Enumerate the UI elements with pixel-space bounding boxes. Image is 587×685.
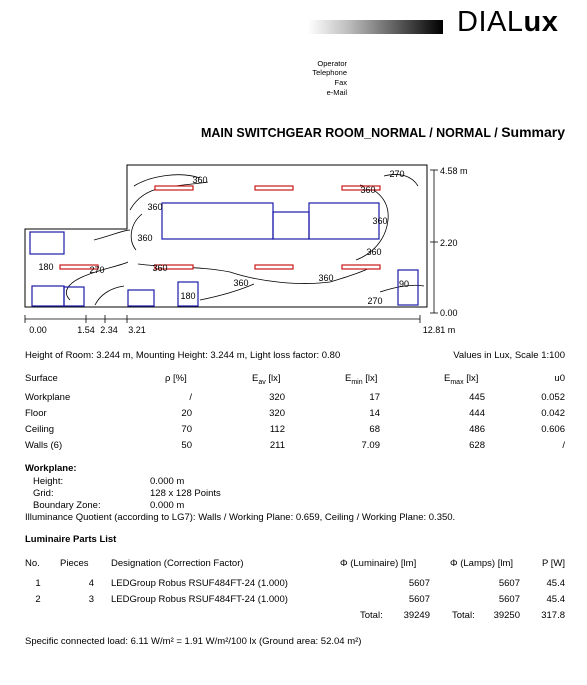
lum-header-phi-lamps: Φ (Lamps) [lm] xyxy=(450,558,514,569)
contour-label: 180 xyxy=(38,262,54,272)
y-tick-label: 0.00 xyxy=(440,308,458,318)
contour-label: 360 xyxy=(360,185,376,195)
surface-emin: 17 xyxy=(369,392,380,403)
surface-eav: 320 xyxy=(269,408,285,419)
page-title xyxy=(201,124,565,140)
header-surface: Surface xyxy=(25,373,58,384)
surface-emin: 7.09 xyxy=(361,440,380,451)
lum-header-pieces: Pieces xyxy=(60,558,89,569)
surface-name: Workplane xyxy=(25,392,71,403)
x-tick-label: 3.21 xyxy=(128,325,146,335)
workplane-heading: Workplane: xyxy=(25,463,77,474)
x-tick-label: 1.54 xyxy=(77,325,95,335)
x-tick-label: 0.00 xyxy=(29,325,47,335)
header-eav: $E_{av}$ [lx] xyxy=(252,373,281,386)
surface-u0: 0.052 xyxy=(541,392,565,403)
surface-rho: 20 xyxy=(181,408,192,419)
scale-info: Values in Lux, Scale 1:100 xyxy=(453,350,565,361)
surface-emax: 444 xyxy=(469,408,485,419)
surface-u0: / xyxy=(562,440,565,451)
surface-eav: 320 xyxy=(269,392,285,403)
lum-no: 2 xyxy=(35,594,41,605)
equipment-blocks xyxy=(30,203,418,306)
dialux-logo xyxy=(457,6,558,39)
surface-eav: 211 xyxy=(269,440,285,451)
y-scale xyxy=(430,170,438,313)
contact-email: e-Mail xyxy=(326,88,347,97)
header-emax: $E_{max}$ [lx] xyxy=(444,373,479,386)
title-main: MAIN SWITCHGEAR ROOM_NORMAL / NORMAL / xyxy=(200,126,502,140)
x-tick-label: 2.34 xyxy=(100,325,118,335)
room-info: Height of Room: 3.244 m, Mounting Height: 3.244 m, Light loss factor: 0.80 xyxy=(25,350,341,361)
lum-header-power: P [W] xyxy=(541,558,565,569)
lum-total-luminaire: 39249 xyxy=(403,610,430,621)
lum-designation: LEDGroup Robus RSUF484FT-24 (1.000) xyxy=(111,578,288,589)
workplane-grid-label: Grid: xyxy=(33,488,54,499)
contour-label: 90 xyxy=(398,279,410,289)
surface-eav: 112 xyxy=(269,424,285,435)
contact-telephone: Telephone xyxy=(312,68,347,77)
lum-designation: LEDGroup Robus RSUF484FT-24 (1.000) xyxy=(111,594,288,605)
logo-suffix: ux xyxy=(523,6,559,38)
floor-plan xyxy=(0,155,587,340)
lum-phi-luminaire: 5607 xyxy=(408,578,430,589)
lum-total-label: Total: xyxy=(360,610,383,621)
workplane-boundary-label: Boundary Zone: xyxy=(33,500,101,511)
surface-name: Floor xyxy=(25,408,47,419)
lum-phi-lamps: 5607 xyxy=(498,578,520,589)
contact-operator: Operator xyxy=(317,59,347,68)
workplane-boundary-value: 0.000 m xyxy=(150,500,185,511)
surface-emin: 14 xyxy=(369,408,380,419)
lum-power: 45.4 xyxy=(546,594,565,605)
contour-label: 360 xyxy=(152,263,168,273)
surface-rho: / xyxy=(189,392,192,403)
contour-label: 360 xyxy=(318,273,334,283)
header-gradient-bar xyxy=(308,20,443,34)
surface-emax: 486 xyxy=(469,424,485,435)
contour-label: 360 xyxy=(147,202,163,212)
title-suffix: Summary xyxy=(501,124,565,140)
surface-emin: 68 xyxy=(369,424,380,435)
header-rho: ρ [%] xyxy=(165,373,187,384)
contour-label: 180 xyxy=(180,291,196,301)
lum-total-power: 317.8 xyxy=(541,610,565,621)
contour-label: 270 xyxy=(367,296,383,306)
illuminance-quotient: Illuminance Quotient (according to LG7): Walls / Working Plane: 0.659, Ceiling / Working Plane: 0.350. xyxy=(25,512,456,523)
specific-load: Specific connected load: 6.11 W/m² = 1.91 W/m²/100 lx (Ground area: 52.04 m²) xyxy=(25,636,362,647)
logo-prefix: DIAL xyxy=(457,6,524,38)
surface-name: Walls (6) xyxy=(25,440,63,451)
contour-label: 360 xyxy=(233,278,249,288)
surface-u0: 0.042 xyxy=(541,408,565,419)
surface-rho: 50 xyxy=(181,440,192,451)
contour-label: 360 xyxy=(192,175,208,185)
lum-pieces: 3 xyxy=(88,594,94,605)
surface-emax: 628 xyxy=(469,440,485,451)
surface-rho: 70 xyxy=(181,424,192,435)
luminaires xyxy=(60,186,380,269)
surface-u0: 0.606 xyxy=(541,424,565,435)
y-tick-label: 2.20 xyxy=(440,238,458,248)
header-u0: u0 xyxy=(554,373,565,384)
lum-total-label: Total: xyxy=(452,610,475,621)
lum-total-lamps: 39250 xyxy=(493,610,520,621)
x-tick-label: 12.81 m xyxy=(422,325,456,335)
workplane-height-value: 0.000 m xyxy=(150,476,185,487)
workplane-height-label: Height: xyxy=(33,476,64,487)
lum-no: 1 xyxy=(35,578,41,589)
contour-label: 270 xyxy=(89,265,105,275)
lum-header-phi-luminaire: Φ (Luminaire) [lm] xyxy=(340,558,417,569)
lum-pieces: 4 xyxy=(88,578,94,589)
surface-emax: 445 xyxy=(469,392,485,403)
lum-phi-lamps: 5607 xyxy=(498,594,520,605)
x-scale xyxy=(25,315,420,323)
workplane-grid-value: 128 x 128 Points xyxy=(150,488,221,499)
contact-fax: Fax xyxy=(334,78,347,87)
lum-phi-luminaire: 5607 xyxy=(408,594,430,605)
contour-label: 270 xyxy=(389,169,405,179)
contour-label: 360 xyxy=(366,247,382,257)
lum-power: 45.4 xyxy=(546,578,565,589)
contour-label: 360 xyxy=(372,216,388,226)
surface-name: Ceiling xyxy=(25,424,55,435)
luminaires-heading: Luminaire Parts List xyxy=(25,534,117,545)
contour-label: 360 xyxy=(137,233,153,243)
header-emin: $E_{min}$ [lx] xyxy=(345,373,378,386)
lum-header-no: No. xyxy=(25,558,40,569)
y-tick-label: 4.58 m xyxy=(440,166,468,176)
lum-header-designation: Designation (Correction Factor) xyxy=(111,558,244,569)
